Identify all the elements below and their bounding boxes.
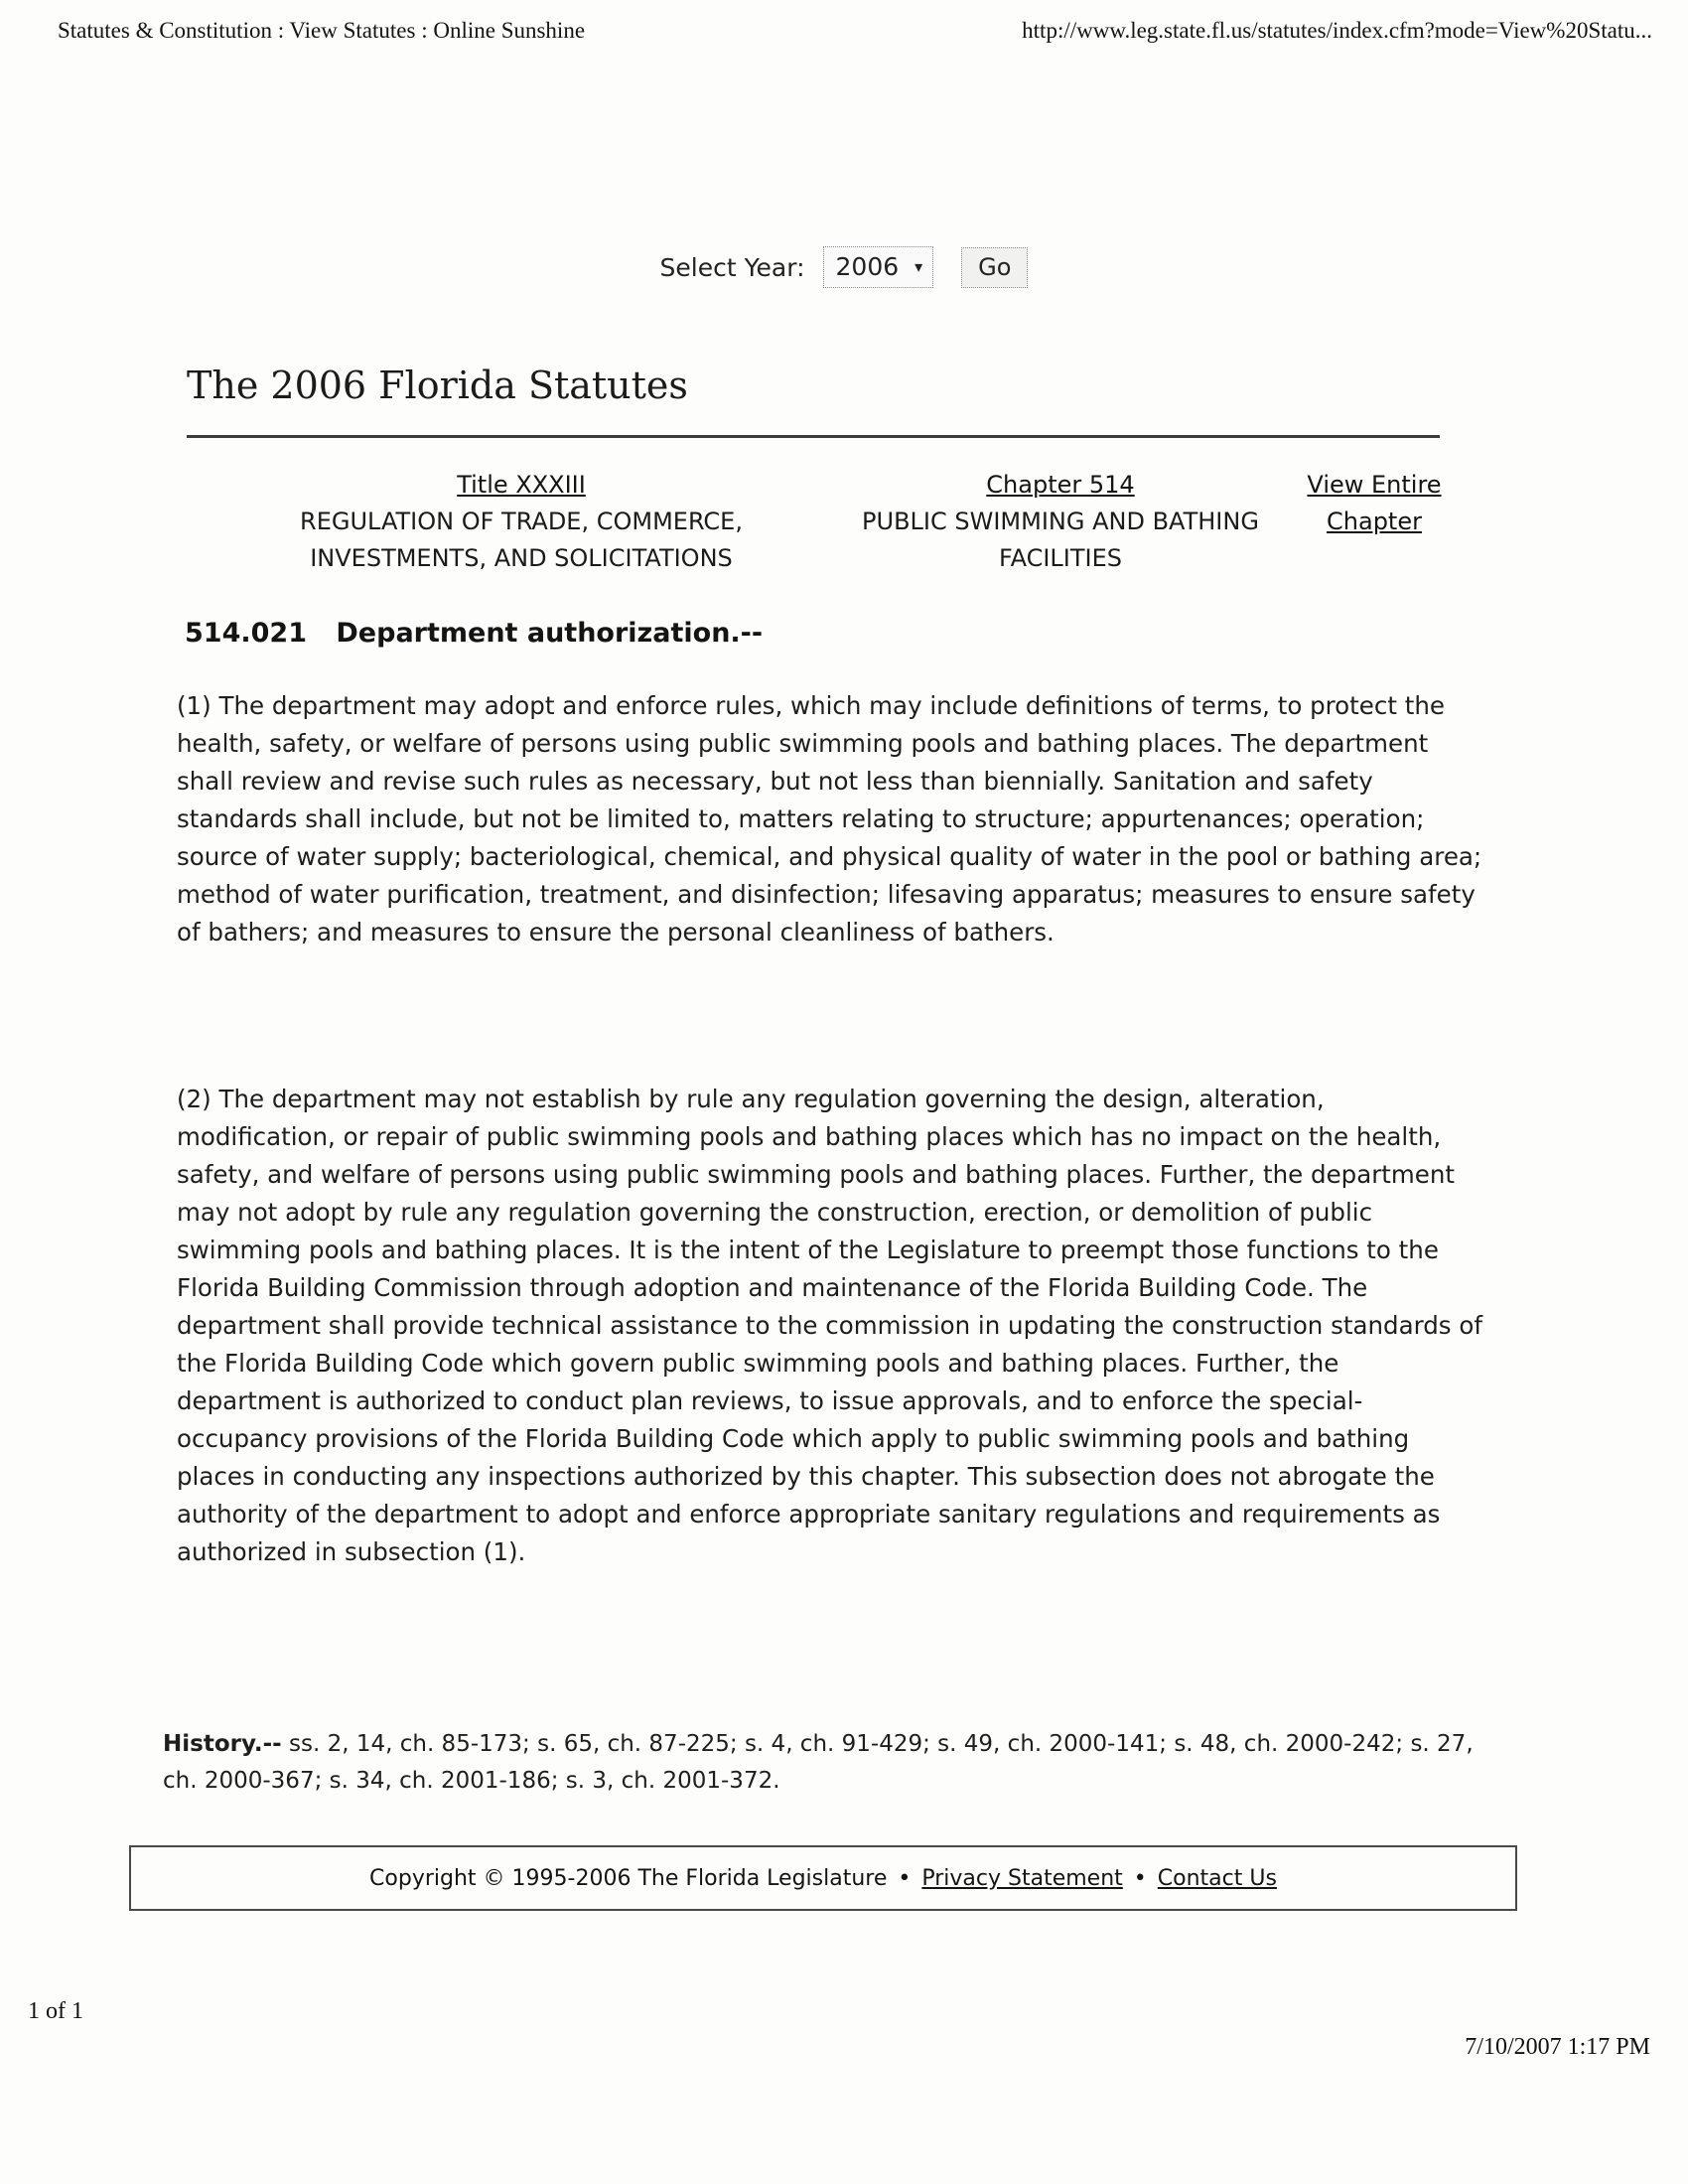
year-selector-label: Select Year: bbox=[659, 252, 805, 282]
contact-us-link[interactable]: Contact Us bbox=[1157, 1865, 1277, 1891]
go-button[interactable]: Go bbox=[961, 247, 1028, 288]
year-dropdown[interactable] bbox=[823, 246, 934, 288]
print-header bbox=[58, 18, 1652, 44]
print-timestamp: 7/10/2007 1:17 PM bbox=[1465, 2034, 1650, 2060]
print-header-url: http://www.leg.state.fl.us/statutes/index.cfm?mode=View%20Statu... bbox=[1022, 18, 1652, 43]
statute-paragraph-2: (2) The department may not establish by rule any regulation governing the design, alteration, modification, or repair of public swimming pools and bathing places which has no impact on the health, safety, and welfare of persons using public swimming pools and bathing places. Further, the department may not adopt by rule any regulation governing the construction, erection, or demolition of public swimming pools and bathing places. It is the intent of the Legislature to preempt those functions to the Florida Building Commission through adoption and maintenance of the Florida Building Code. The department shall provide technical assistance to the commission in updating the construction standards of the Florida Building Code which govern public swimming pools and bathing places. Further, the department is authorized to conduct plan reviews, to issue approvals, and to enforce the special-occupancy provisions of the Florida Building Code which apply to public swimming pools and bathing places in conducting any inspections authorized by this chapter. This subsection does not abrogate the authority of the department to adopt and enforce appropriate sanitary regulations and requirements as authorized in subsection (1). bbox=[177, 1085, 1482, 1566]
view-entire-chapter-link[interactable]: View Entire Chapter bbox=[1307, 471, 1442, 535]
chapter-514-link[interactable]: Chapter 514 bbox=[986, 471, 1135, 499]
section-heading bbox=[185, 618, 763, 649]
copyright-footer-box bbox=[129, 1845, 1517, 1911]
nav-col-title bbox=[248, 467, 794, 577]
section-title: Department authorization.-- bbox=[336, 618, 764, 649]
title-divider bbox=[187, 435, 1440, 438]
privacy-statement-link[interactable]: Privacy Statement bbox=[921, 1865, 1123, 1891]
page-title: The 2006 Florida Statutes bbox=[187, 364, 688, 407]
nav-col-view-entire bbox=[1286, 467, 1463, 540]
history-text: ss. 2, 14, ch. 85-173; s. 65, ch. 87-225; s. 4, ch. 91-429; s. 49, ch. 2000-141; s. 48, ch. 2000-242; s. 27, ch. 2000-367; s. 34, ch. 2001-186; s. 3, ch. 2001-372. bbox=[163, 1731, 1474, 1794]
title-xxxiii-link[interactable]: Title XXXIII bbox=[457, 471, 586, 499]
bullet-separator: • bbox=[898, 1865, 912, 1891]
statute-paragraph-1: (1) The department may adopt and enforce rules, which may include definitions of terms, to protect the health, safety, or welfare of persons using public swimming pools and bathing places. The department shall review and revise such rules as necessary, but not less than biennially. Sanitation and safety standards shall include, but not be limited to, matters relating to structure; appurtenances; operation; source of water supply; bacteriological, chemical, and physical quality of water in the pool or bathing area; method of water purification, treatment, and disinfection; lifesaving apparatus; measures to ensure safety of bathers; and measures to ensure the personal cleanliness of bathers. bbox=[177, 691, 1482, 946]
year-dropdown-value: 2006 bbox=[835, 252, 900, 281]
bullet-separator: • bbox=[1133, 1865, 1147, 1891]
copyright-text: Copyright © 1995-2006 The Florida Legislature bbox=[369, 1865, 888, 1891]
nav-col-chapter bbox=[852, 467, 1269, 577]
title-description: REGULATION OF TRADE, COMMERCE, INVESTMENTS, AND SOLICITATIONS bbox=[300, 508, 743, 572]
history-label: History.-- bbox=[163, 1731, 282, 1757]
chevron-down-icon: ▾ bbox=[914, 256, 923, 276]
print-header-title: Statutes & Constitution : View Statutes : Online Sunshine bbox=[58, 18, 586, 43]
print-page-number: 1 of 1 bbox=[28, 1998, 83, 2024]
chapter-description: PUBLIC SWIMMING AND BATHING FACILITIES bbox=[862, 508, 1259, 572]
section-number: 514.021 bbox=[185, 618, 307, 649]
history-note bbox=[163, 1726, 1488, 1800]
year-selector-row bbox=[0, 246, 1688, 288]
